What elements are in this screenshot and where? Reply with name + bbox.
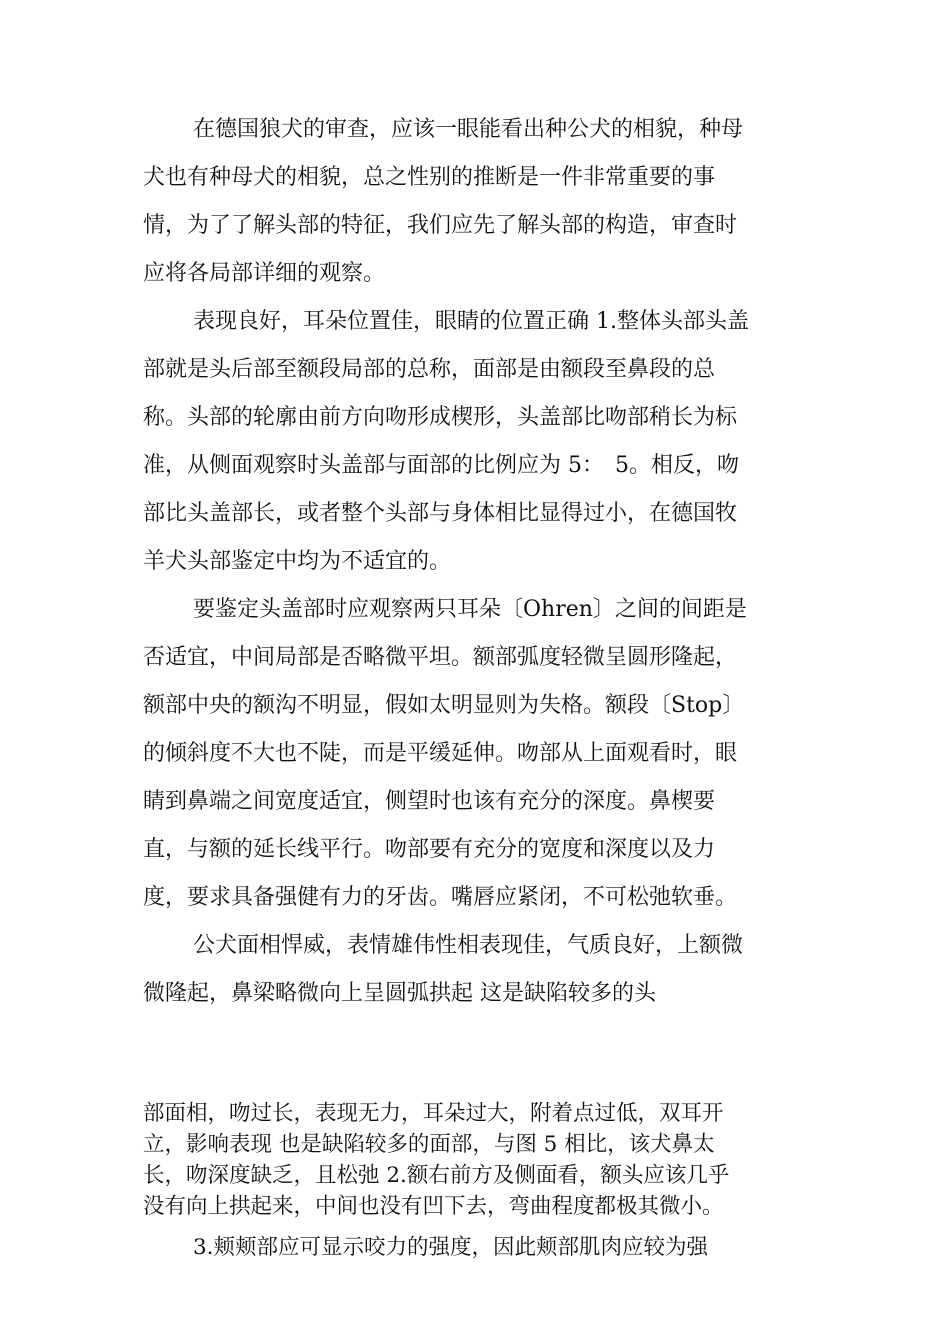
- text-line: 公犬面相悍威，表情雄伟性相表现佳，气质良好，上额微: [193, 933, 744, 958]
- text-line: 直，与额的延长线平行。吻部要有充分的宽度和深度以及力: [143, 837, 716, 862]
- text-line: 称。头部的轮廓由前方向吻形成楔形，头盖部比吻部稍长为标: [143, 405, 738, 430]
- paragraph: [143, 586, 823, 922]
- paragraph: [143, 1098, 823, 1222]
- text-line: 长，吻深度缺乏，且松弛 2.额右前方及侧面看，额头应该几乎: [143, 1163, 730, 1188]
- paragraph: [143, 1232, 823, 1263]
- paragraph: [143, 106, 823, 298]
- text-line: 微隆起，鼻梁略微向上呈圆弧拱起 这是缺陷较多的头: [143, 981, 656, 1006]
- text-line: 睛到鼻端之间宽度适宜，侧望时也该有充分的深度。鼻楔要: [143, 789, 716, 814]
- text-line: 表现良好，耳朵位置佳，眼睛的位置正确 1.整体头部头盖: [193, 309, 749, 334]
- text-line: 3.颊颊部应可显示咬力的强度，因此颊部肌肉应较为强: [193, 1235, 709, 1260]
- text-line: 情，为了了解头部的特征，我们应先了解头部的构造，审查时: [143, 213, 738, 238]
- text-section-upper: [143, 106, 823, 1018]
- text-line: 羊犬头部鉴定中均为不适宜的。: [143, 549, 452, 574]
- text-line: 的倾斜度不大也不陡，而是平缓延伸。吻部从上面观看时，眼: [143, 741, 738, 766]
- text-line: 应将各局部详细的观察。: [143, 261, 386, 286]
- paragraph: [143, 922, 823, 1018]
- text-line: 在德国狼犬的审查，应该一眼能看出种公犬的相貌，种母: [193, 117, 744, 142]
- text-line: 额部中央的额沟不明显，假如太明显则为失格。额段〔Stop〕: [143, 693, 745, 718]
- text-line: 度，要求具备强健有力的牙齿。嘴唇应紧闭，不可松弛软垂。: [143, 885, 738, 910]
- text-line: 犬也有种母犬的相貌，总之性别的推断是一件非常重要的事: [143, 165, 716, 190]
- text-section-lower: [143, 1098, 823, 1263]
- text-line: 立，影响表现 也是缺陷较多的面部，与图 5 相比，该犬鼻太: [143, 1132, 715, 1157]
- text-line: 没有向上拱起来，中间也没有凹下去，弯曲程度都极其微小。: [143, 1194, 724, 1219]
- text-line: 否适宜，中间局部是否略微平坦。额部弧度轻微呈圆形隆起，: [143, 645, 738, 670]
- text-line: 部比头盖部长，或者整个头部与身体相比显得过小，在德国牧: [143, 501, 738, 526]
- text-line: 部就是头后部至额段局部的总称，面部是由额段至鼻段的总: [143, 357, 716, 382]
- text-line: 要鉴定头盖部时应观察两只耳朵〔Ohren〕之间的间距是: [193, 597, 747, 622]
- text-line: 准，从侧面观察时头盖部与面部的比例应为 5： 5。相反，吻: [143, 453, 739, 478]
- text-line: 部面相，吻过长，表现无力，耳朵过大，附着点过低，双耳开: [143, 1101, 724, 1126]
- paragraph: [143, 298, 823, 586]
